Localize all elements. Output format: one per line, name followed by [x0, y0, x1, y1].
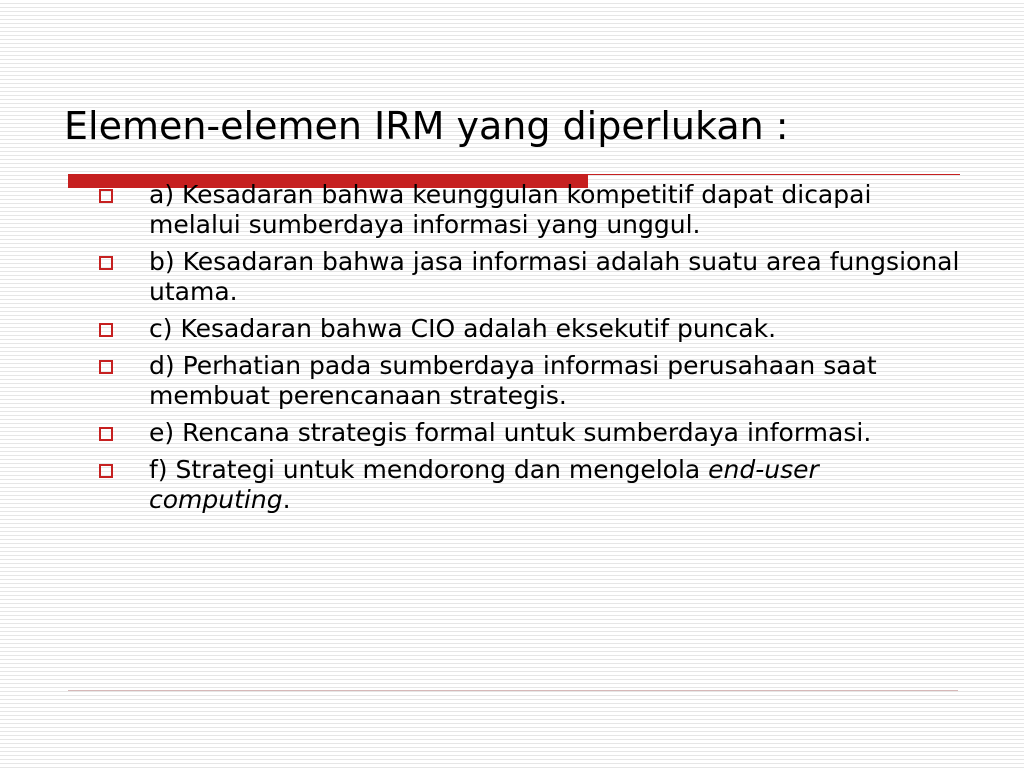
bullet-text-a: a) Kesadaran bahwa keunggulan kompetitif dapat dicapai melalui sumberdaya informasi yang unggul.: [149, 180, 872, 239]
bullet-text-f-lead: f) Strategi untuk mendorong dan mengelola: [149, 455, 709, 484]
bullet-item-e: [98, 418, 966, 448]
bullet-item-a: [98, 180, 966, 240]
bullet-text-f-suffix: .: [282, 485, 291, 514]
bullet-text-d: d) Perhatian pada sumberdaya informasi perusahaan saat membuat perencanaan strategis.: [149, 351, 877, 410]
slide-title: Elemen-elemen IRM yang diperlukan :: [64, 104, 789, 148]
bullet-item-f: [98, 455, 966, 515]
hollow-square-bullet-icon: [99, 323, 113, 337]
bullet-item-c: [98, 314, 966, 344]
bullet-text-f: [149, 455, 966, 515]
bullet-text-c: c) Kesadaran bahwa CIO adalah eksekutif puncak.: [149, 314, 777, 343]
bullet-text-e: e) Rencana strategis formal untuk sumberdaya informasi.: [149, 418, 872, 447]
hollow-square-bullet-icon: [99, 256, 113, 270]
hollow-square-bullet-icon: [99, 464, 113, 478]
bullet-text-f-emphasis: end-user computing: [149, 455, 819, 514]
bullet-item-b: [98, 247, 966, 307]
hollow-square-bullet-icon: [99, 360, 113, 374]
footer-divider: [68, 690, 958, 691]
bullet-item-d: [98, 351, 966, 411]
bullet-text-b: b) Kesadaran bahwa jasa informasi adalah suatu area fungsional utama.: [149, 247, 960, 306]
hollow-square-bullet-icon: [99, 189, 113, 203]
hollow-square-bullet-icon: [99, 427, 113, 441]
bullet-list: [98, 180, 966, 522]
